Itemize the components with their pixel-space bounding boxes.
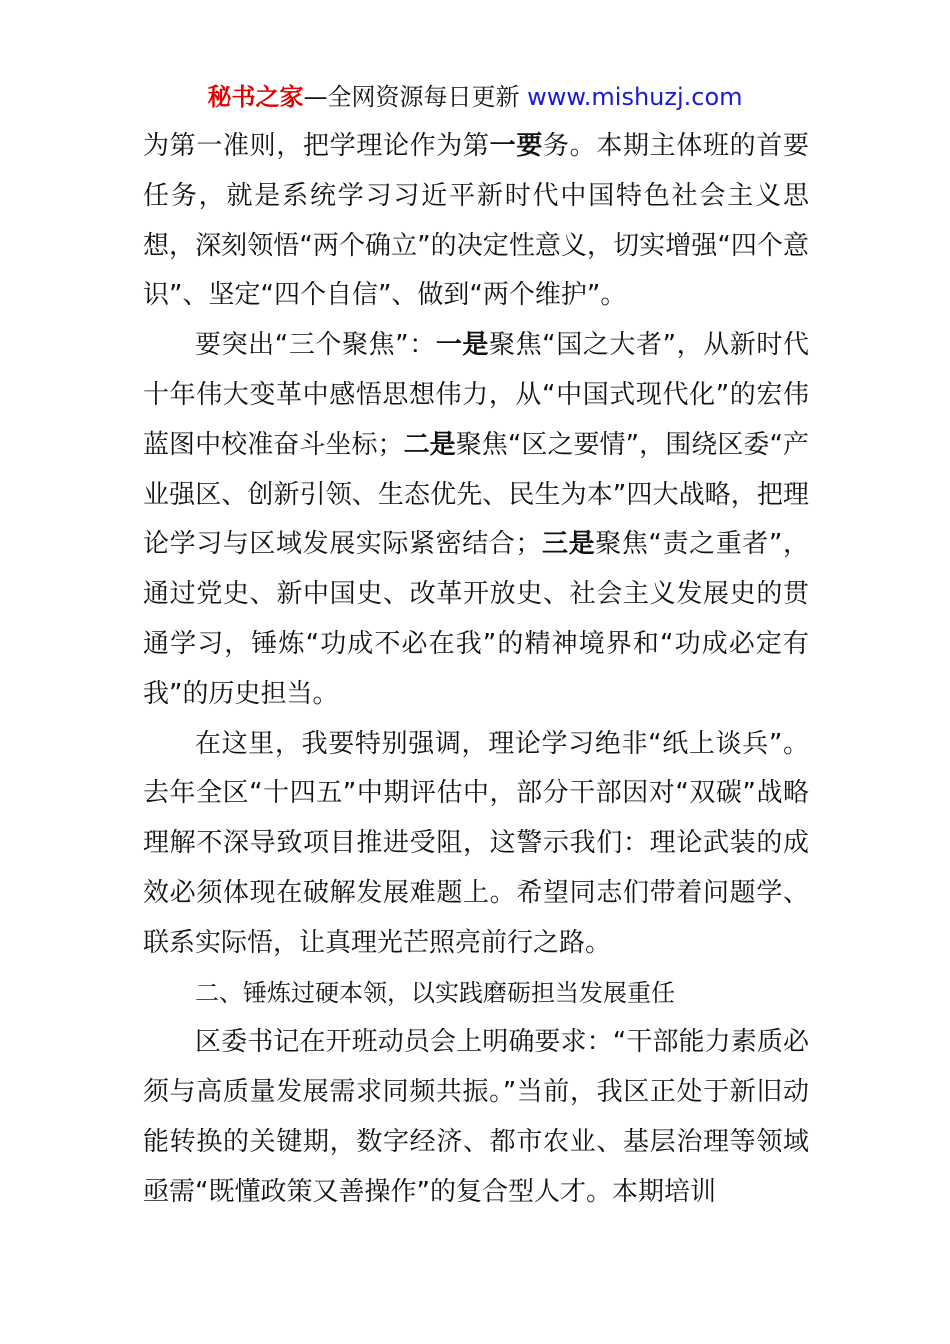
- header-tagline: —全网资源每日更新: [303, 83, 520, 111]
- paragraph-requirements: 区委书记在开班动员会上明确要求：“干部能力素质必须与高质量发展需求同频共振。”当前，我区正处于新旧动能转换的关键期，数字经济、都市农业、基层治理等领域亟需“既懂政策又善操作”的复合型人才。本期培训: [143, 1027, 809, 1207]
- bold-emphasis: 一要: [489, 131, 543, 161]
- bold-emphasis: 一是: [435, 330, 489, 361]
- paragraph-text: 聚焦“国之大者”，从新时代十年伟大变革中感悟思想伟力，从“中国式现代化”的宏伟蓝图中校准奋斗坐标；: [143, 330, 809, 460]
- paragraph-three-focuses: [143, 321, 809, 719]
- brand-name: 秘书之家: [207, 83, 304, 111]
- site-header: [0, 80, 950, 114]
- paragraph-text: 要突出“三个聚焦”：: [195, 330, 436, 361]
- site-url-link[interactable]: www.mishuzj.com: [527, 83, 743, 111]
- bold-emphasis: 二是: [403, 429, 456, 460]
- paragraph-text: 务。本期主体班的首要任务，就是系统学习习近平新时代中国特色社会主义思想，深刻领悟“两个确立”的决定性意义，切实增强“四个意识”、坚定“四个自信”、做到“两个维护”。: [143, 131, 809, 311]
- paragraph-text: 聚焦“区之要情”，围绕区委“产业强区、创新引领、生态优先、民生为本”四大战略，把理论学习与区域发展实际紧密结合；: [143, 429, 809, 560]
- paragraph-text: 聚焦“责之重者”，通过党史、新中国史、改革开放史、社会主义发展史的贯通学习，锤炼“功成不必在我”的精神境界和“功成必定有我”的历史担当。: [143, 529, 809, 709]
- paragraph-study-priority: [143, 122, 809, 321]
- bold-emphasis: 三是: [541, 529, 596, 560]
- paragraph-text: 为第一准则，把学理论作为第: [143, 131, 490, 161]
- document-body: [143, 122, 809, 1218]
- section-heading: 二、锤炼过硬本领，以实践磨砺担当发展重任: [195, 978, 675, 1007]
- paragraph-emphasis: 在这里，我要特别强调，理论学习绝非“纸上谈兵”。去年全区“十四五”中期评估中，部分干部因对“双碳”战略理解不深导致项目推进受阻，这警示我们：理论武装的成效必须体现在破解发展难题上。希望同志们带着问题学、联系实际悟，让真理光芒照亮前行之路。: [143, 728, 809, 958]
